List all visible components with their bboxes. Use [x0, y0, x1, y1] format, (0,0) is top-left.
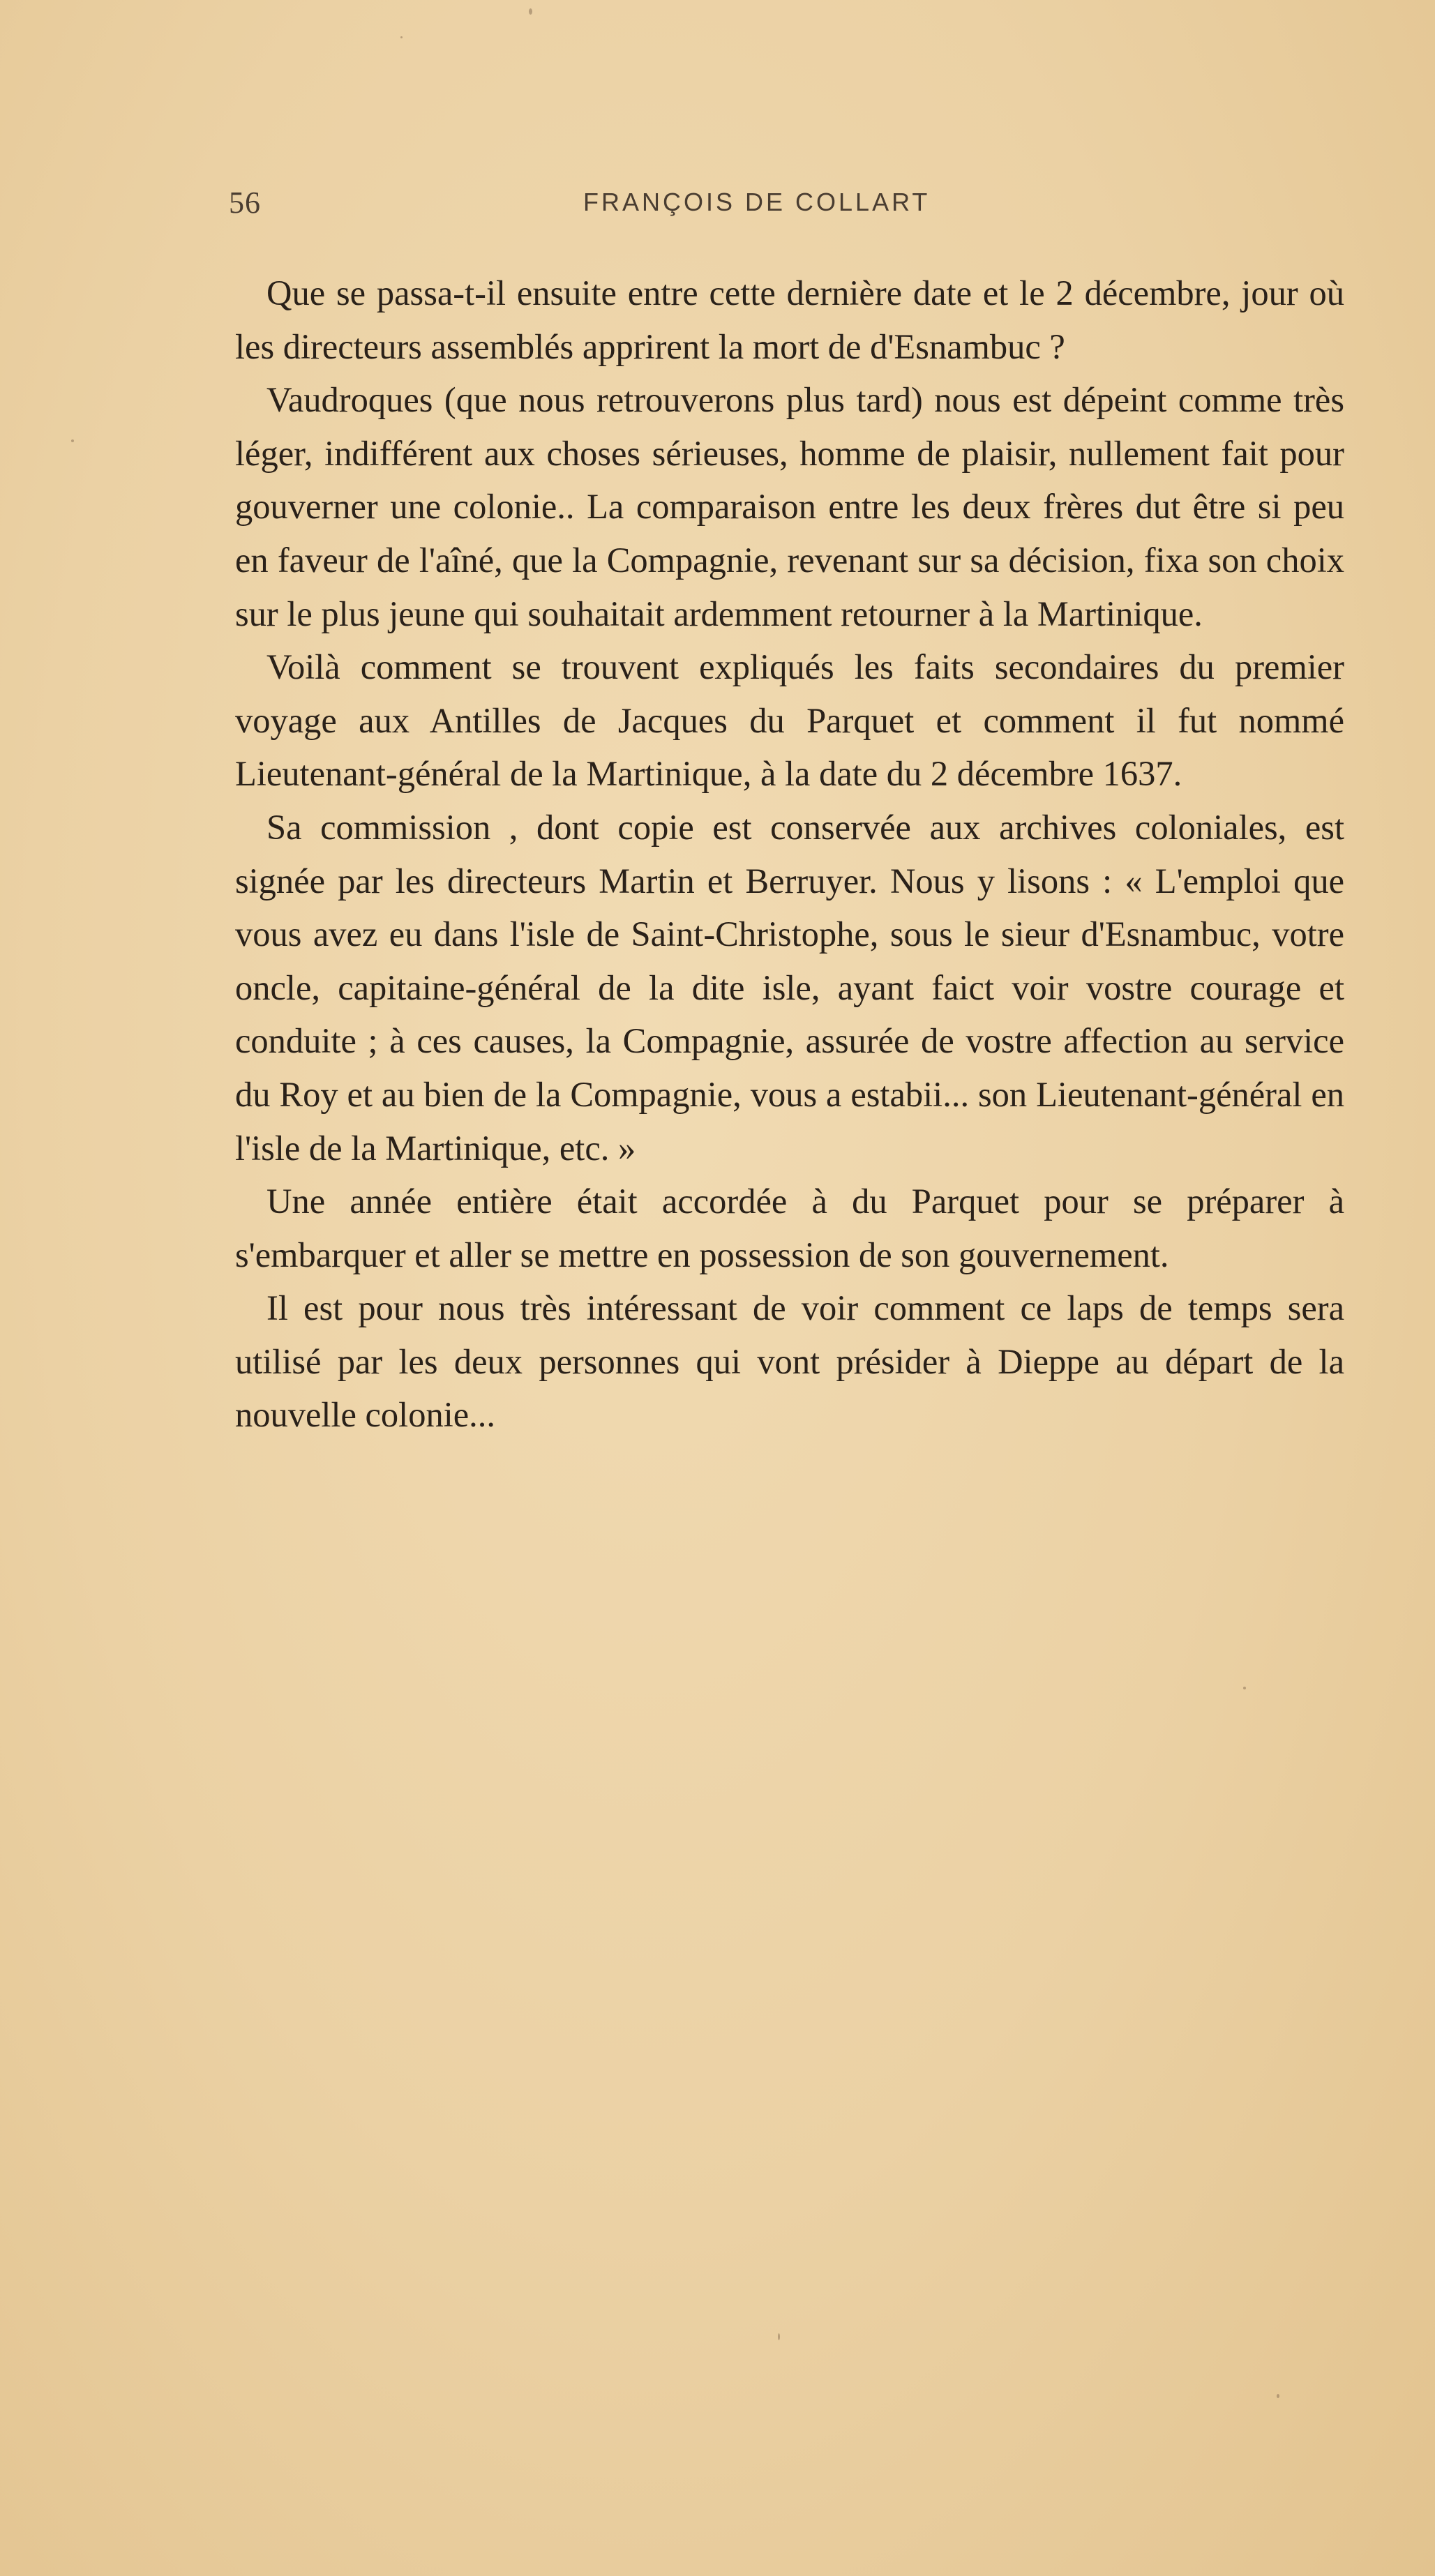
- paragraph: Vaudroques (que nous retrouverons plus tard) nous est dépeint comme très léger, indifférent aux choses sérieuses, homme de plaisir, nullement fait pour gouverner une colonie.. La comparaison entre les deux frères dut être si peu en faveur de l'aîné, que la Compagnie, revenant sur sa décision, fixa son choix sur le plus jeune qui souhaitait ardemment retourner à la Martinique.: [235, 380, 1344, 633]
- paper-speck: [529, 8, 532, 15]
- paragraph: Voilà comment se trouvent expliqués les faits secondaires du premier voyage aux Antilles de Jacques du Parquet et comment il fut nommé Lieutenant-général de la Martinique, à la date du 2 décembre 1637.: [235, 647, 1344, 794]
- running-title: FRANÇOIS DE COLLART: [583, 188, 931, 216]
- paper-speck: [71, 439, 74, 442]
- paragraph: Une année entière était accordée à du Parquet pour se préparer à s'embarquer et aller se mettre en possession de son gouvernement.: [235, 1182, 1344, 1274]
- paper-speck: [1277, 2394, 1279, 2398]
- paper-speck: [778, 2333, 780, 2340]
- running-head: [229, 185, 1345, 227]
- body-text: [235, 266, 1344, 1442]
- paragraph: Sa commission , dont copie est conservée aux archives coloniales, est signée par les directeurs Martin et Berruyer. Nous y lisons : « L'emploi que vous avez eu dans l'isle de Saint-Christophe, sous le sieur d'Esnambuc, votre oncle, capitaine-général de la dite isle, ayant faict voir vostre courage et conduite ; à ces causes, la Compagnie, assurée de vostre affection au service du Roy et au bien de la Compagnie, vous a estabii... son Lieutenant-général en l'isle de la Martinique, etc. »: [235, 807, 1344, 1168]
- paragraph: Il est pour nous très intéressant de voir comment ce laps de temps sera utilisé par les deux personnes qui vont présider à Dieppe au départ de la nouvelle colonie...: [235, 1288, 1344, 1435]
- paper-speck: [1243, 1687, 1246, 1689]
- paper-speck: [400, 36, 403, 38]
- page-number: 56: [229, 186, 261, 220]
- paragraph: Que se passa-t-il ensuite entre cette dernière date et le 2 décembre, jour où les directeurs assemblés apprirent la mort de d'Esnambuc ?: [235, 273, 1344, 366]
